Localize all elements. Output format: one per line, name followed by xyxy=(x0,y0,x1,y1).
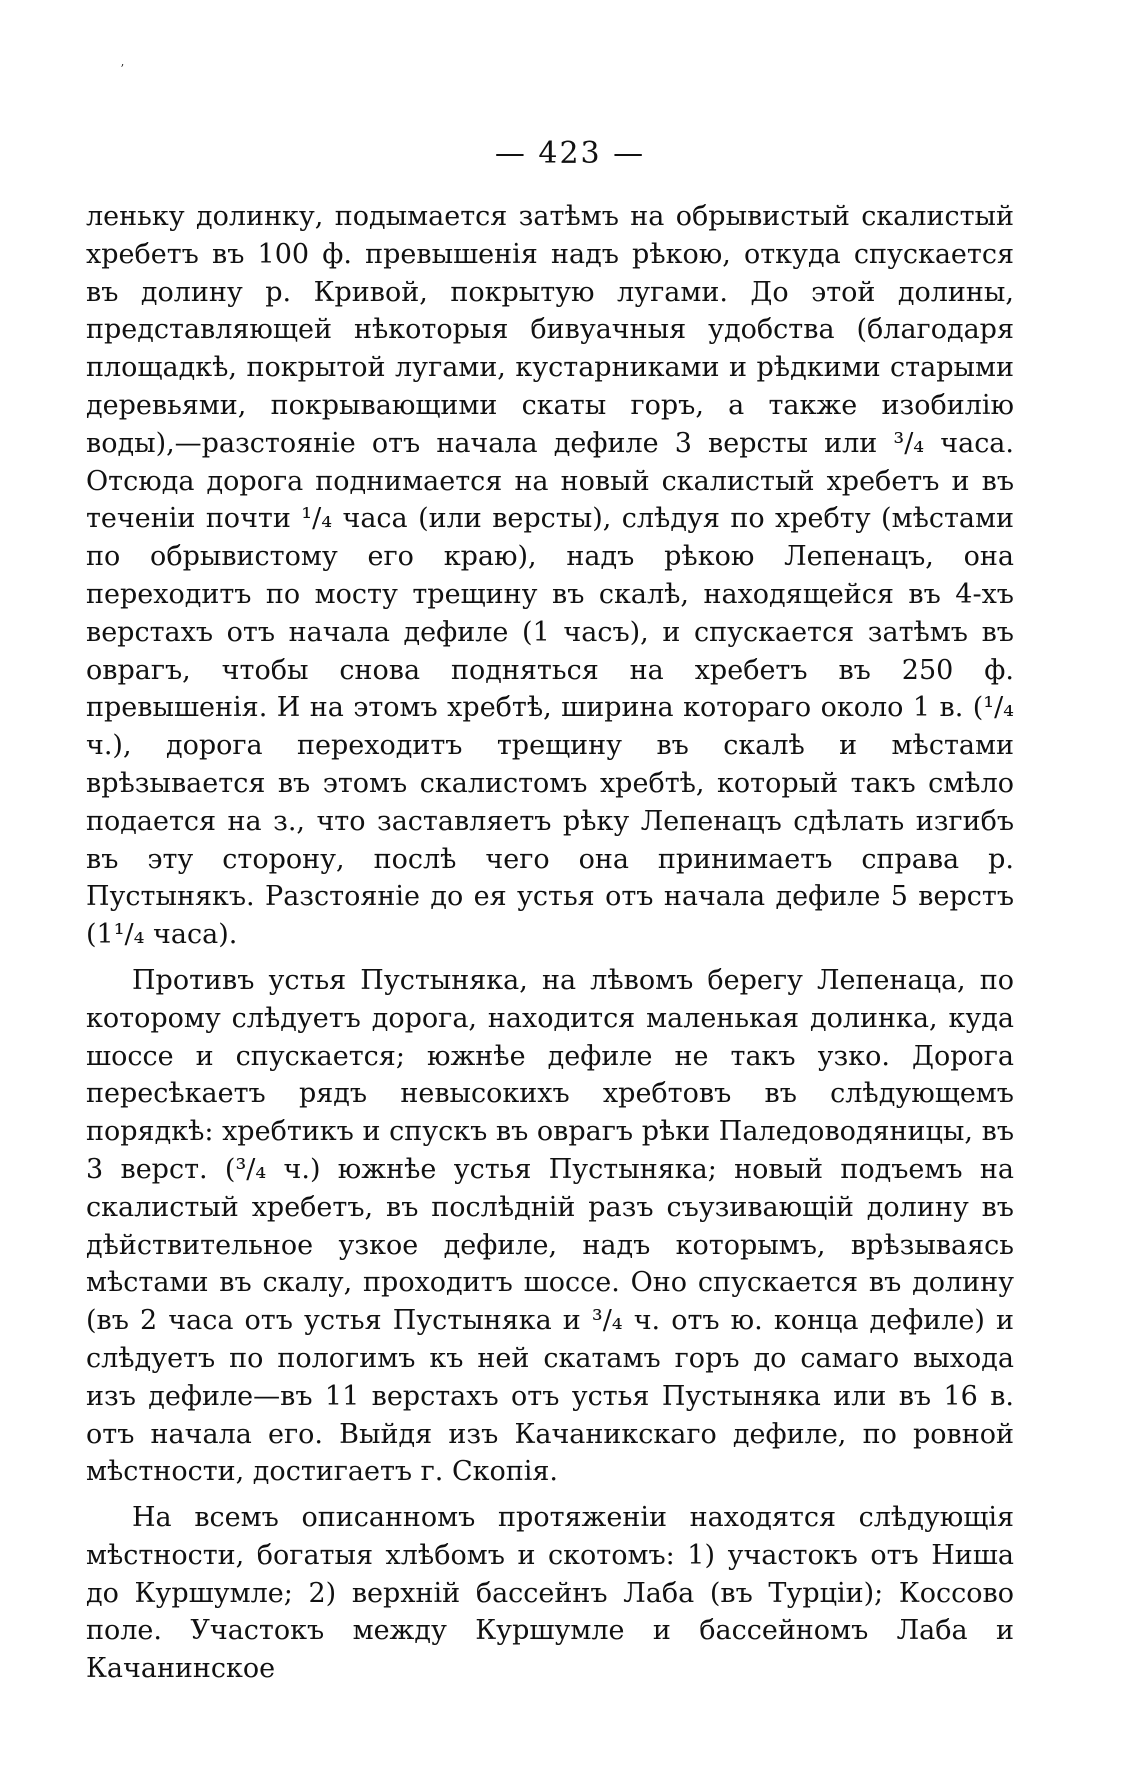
page-number: — 423 — xyxy=(494,136,646,171)
paragraph-1: леньку долинку, подымается затѣмъ на обрывистый скалистый хребетъ въ 100 ф. превышенія надъ рѣкою, откуда спускается въ долину р. Кривой, покрытую лугами. До этой долины, представляющей нѣкоторыя бивуачныя удобства (благодаря площадкѣ, покрытой лугами, кустарниками и рѣдкими старыми деревьями, покрывающими скаты горъ, а также изобилію воды),—разстояніе отъ начала дефиле 3 версты или ³/₄ часа. Отсюда дорога поднимается на новый скалистый хребетъ и въ теченіи почти ¹/₄ часа (или версты), слѣдуя по хребту (мѣстами по обрывистому его краю), надъ рѣкою Лепенацъ, она переходитъ по мосту трещину въ скалѣ, находящейся въ 4-хъ верстахъ отъ начала дефиле (1 часъ), и спускается затѣмъ въ оврагъ, чтобы снова подняться на хребетъ въ 250 ф. превышенія. И на этомъ хребтѣ, ширина котораго около 1 в. (¹/₄ ч.), дорога переходитъ трещину въ скалѣ и мѣстами врѣзывается въ этомъ скалистомъ хребтѣ, который такъ смѣло подается на з., что заставляетъ рѣку Лепенацъ сдѣлать изгибъ въ эту сторону, послѣ чего она принимаетъ справа р. Пустынякъ. Разстояніе до ея устья отъ начала дефиле 5 верстъ (1¹/₄ часа). xyxy=(86,201,1014,951)
paragraph-3: На всемъ описанномъ протяженіи находятся слѣдующія мѣстности, богатыя хлѣбомъ и скотомъ: 1) участокъ отъ Ниша до Куршумле; 2) верхній бассейнъ Лаба (въ Турціи); Коссово поле. Участокъ между Куршумле и бассейномъ Лаба и Качанинское xyxy=(86,1502,1014,1685)
body-text xyxy=(86,198,1014,1688)
paragraph-2: Противъ устья Пустыняка, на лѣвомъ берегу Лепенаца, по которому слѣдуетъ дорога, находится маленькая долинка, куда шоссе и спускается; южнѣе дефиле не такъ узко. Дорога пересѣкаетъ рядъ невысокихъ хребтовъ въ слѣдующемъ порядкѣ: хребтикъ и спускъ въ оврагъ рѣки Паледоводяницы, въ 3 верст. (³/₄ ч.) южнѣе устья Пустыняка; новый подъемъ на скалистый хребетъ, въ послѣдній разъ съузивающій долину въ дѣйствительное узкое дефиле, надъ которымъ, врѣзываясь мѣстами въ скалу, проходитъ шоссе. Оно спускается въ долину (въ 2 часа отъ устья Пустыняка и ³/₄ ч. отъ ю. конца дефиле) и слѣдуетъ по пологимъ къ ней скатамъ горъ до самаго выхода изъ дефиле—въ 11 верстахъ отъ устья Пустыняка или въ 16 в. отъ начала его. Выйдя изъ Качаникскаго дефиле, по ровной мѣстности, достигаетъ г. Скопія. xyxy=(86,964,1014,1488)
ink-speck-decoration: ʼ xyxy=(120,62,124,76)
